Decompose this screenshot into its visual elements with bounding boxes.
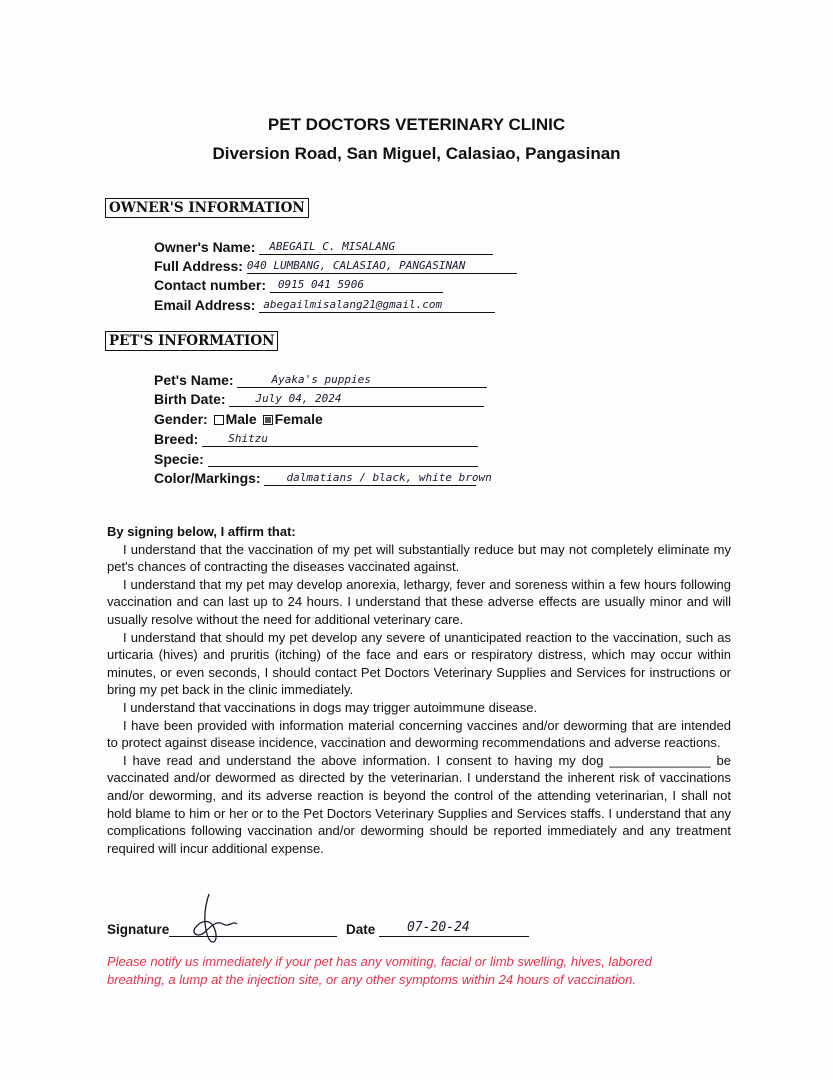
owner-address-value: 040 LUMBANG, CALASIAO, PANGASINAN	[246, 259, 466, 272]
pet-section-title: PET'S INFORMATION	[105, 331, 278, 351]
owner-address-row	[154, 258, 517, 274]
signature-row	[107, 918, 337, 937]
pet-name-value: Ayaka's puppies	[271, 373, 371, 386]
consent-text	[107, 523, 731, 857]
owner-contact-label: Contact number:	[154, 277, 266, 293]
pet-name-field[interactable]	[237, 372, 487, 388]
signature-field[interactable]	[169, 918, 337, 937]
owner-contact-field[interactable]	[270, 277, 443, 293]
gender-row	[154, 411, 323, 427]
breed-row	[154, 431, 478, 447]
owner-email-value: abegailmisalang21@gmail.com	[263, 298, 443, 311]
consent-paragraph-2: I understand that my pet may develop anorexia, lethargy, fever and soreness within a few hours following vaccination and can last up to 24 hours. I understand that these adverse effects are usually minor and will usually resolve without the need for additional veterinary care.	[107, 576, 731, 627]
pet-name-label: Pet's Name:	[154, 372, 234, 388]
consent-paragraph-6: I have read and understand the above information. I consent to having my dog ______________ be vaccinated and/or dewormed as directed by the veterinarian. I understand the inherent risk of vaccinations and/or deworming, and its adverse reaction is beyond the control of the attending veterinarian, I shall not hold blame to him or her or to the Pet Doctors Veterinary Supplies and Services staffs. I understand that any complications following vaccination and/or deworming should be reported immediately and any treatment required will incur additional expense.	[107, 752, 731, 856]
owner-name-label: Owner's Name:	[154, 239, 256, 255]
signature-label: Signature	[107, 922, 170, 937]
date-row	[346, 918, 529, 937]
owner-email-label: Email Address:	[154, 297, 256, 313]
pet-name-row	[154, 372, 487, 388]
birth-date-field[interactable]	[229, 391, 484, 407]
gender-label: Gender:	[154, 411, 208, 427]
consent-paragraph-1: I understand that the vaccination of my pet will substantially reduce but may not completely eliminate my pet's chances of contracting the diseases vaccinated against.	[107, 541, 731, 575]
color-label: Color/Markings:	[154, 470, 261, 486]
breed-label: Breed:	[154, 431, 199, 447]
female-checkbox[interactable]	[263, 415, 273, 425]
owner-email-row	[154, 297, 495, 313]
owner-name-row	[154, 239, 493, 255]
consent-paragraph-4: I understand that vaccinations in dogs may trigger autoimmune disease.	[123, 699, 538, 715]
female-label: Female	[274, 411, 323, 427]
birth-date-value: July 04, 2024	[255, 392, 342, 405]
consent-lead: By signing below, I affirm that:	[107, 524, 296, 539]
owner-contact-value: 0915 041 5906	[277, 278, 364, 291]
owner-address-label: Full Address:	[154, 258, 243, 274]
male-label: Male	[225, 411, 257, 427]
owner-name-field[interactable]	[259, 239, 493, 255]
specie-row	[154, 451, 478, 467]
consent-paragraph-5: I have been provided with information material concerning vaccines and/or deworming that are intended to protect against disease incidence, vaccination and deworming recommendations and adverse reactions.	[107, 717, 731, 751]
specie-field[interactable]	[208, 451, 478, 467]
birth-date-row	[154, 391, 484, 407]
consent-paragraph-3: I understand that should my pet develop any severe of unanticipated reaction to the vaccination, such as urticaria (hives) and pruritis (itching) of the face and ears or respiratory distress, which may occur within minutes, or even seconds, I should contact Pet Doctors Veterinary Supplies and Services for instructions or bring my pet back in the clinic immediately.	[107, 629, 731, 698]
owner-name-value: ABEGAIL C. MISALANG	[269, 240, 396, 253]
vaccination-notice: Please notify us immediately if your pet has any vomiting, facial or limb swelling, hives, labored breathing, a lump at the injection site, or any other symptoms within 24 hours of vaccination.	[107, 954, 652, 987]
color-field[interactable]	[264, 470, 492, 486]
clinic-address: Diversion Road, San Miguel, Calasiao, Pangasinan	[212, 144, 621, 163]
date-label: Date	[346, 922, 376, 937]
date-field[interactable]	[379, 918, 529, 937]
breed-field[interactable]	[202, 431, 478, 447]
male-checkbox[interactable]	[214, 415, 224, 425]
owner-contact-row	[154, 277, 443, 293]
date-value: 07-20-24	[407, 920, 470, 935]
owner-address-field[interactable]	[247, 258, 517, 274]
color-value: dalmatians / black, white brown	[286, 471, 492, 484]
owner-email-field[interactable]	[259, 297, 495, 313]
birth-date-label: Birth Date:	[154, 391, 226, 407]
specie-label: Specie:	[154, 451, 204, 467]
signature-scribble	[181, 890, 241, 950]
owner-section-title: OWNER'S INFORMATION	[105, 198, 309, 218]
breed-value: Shitzu	[228, 432, 268, 445]
color-row	[154, 470, 492, 486]
clinic-name: PET DOCTORS VETERINARY CLINIC	[267, 115, 566, 134]
